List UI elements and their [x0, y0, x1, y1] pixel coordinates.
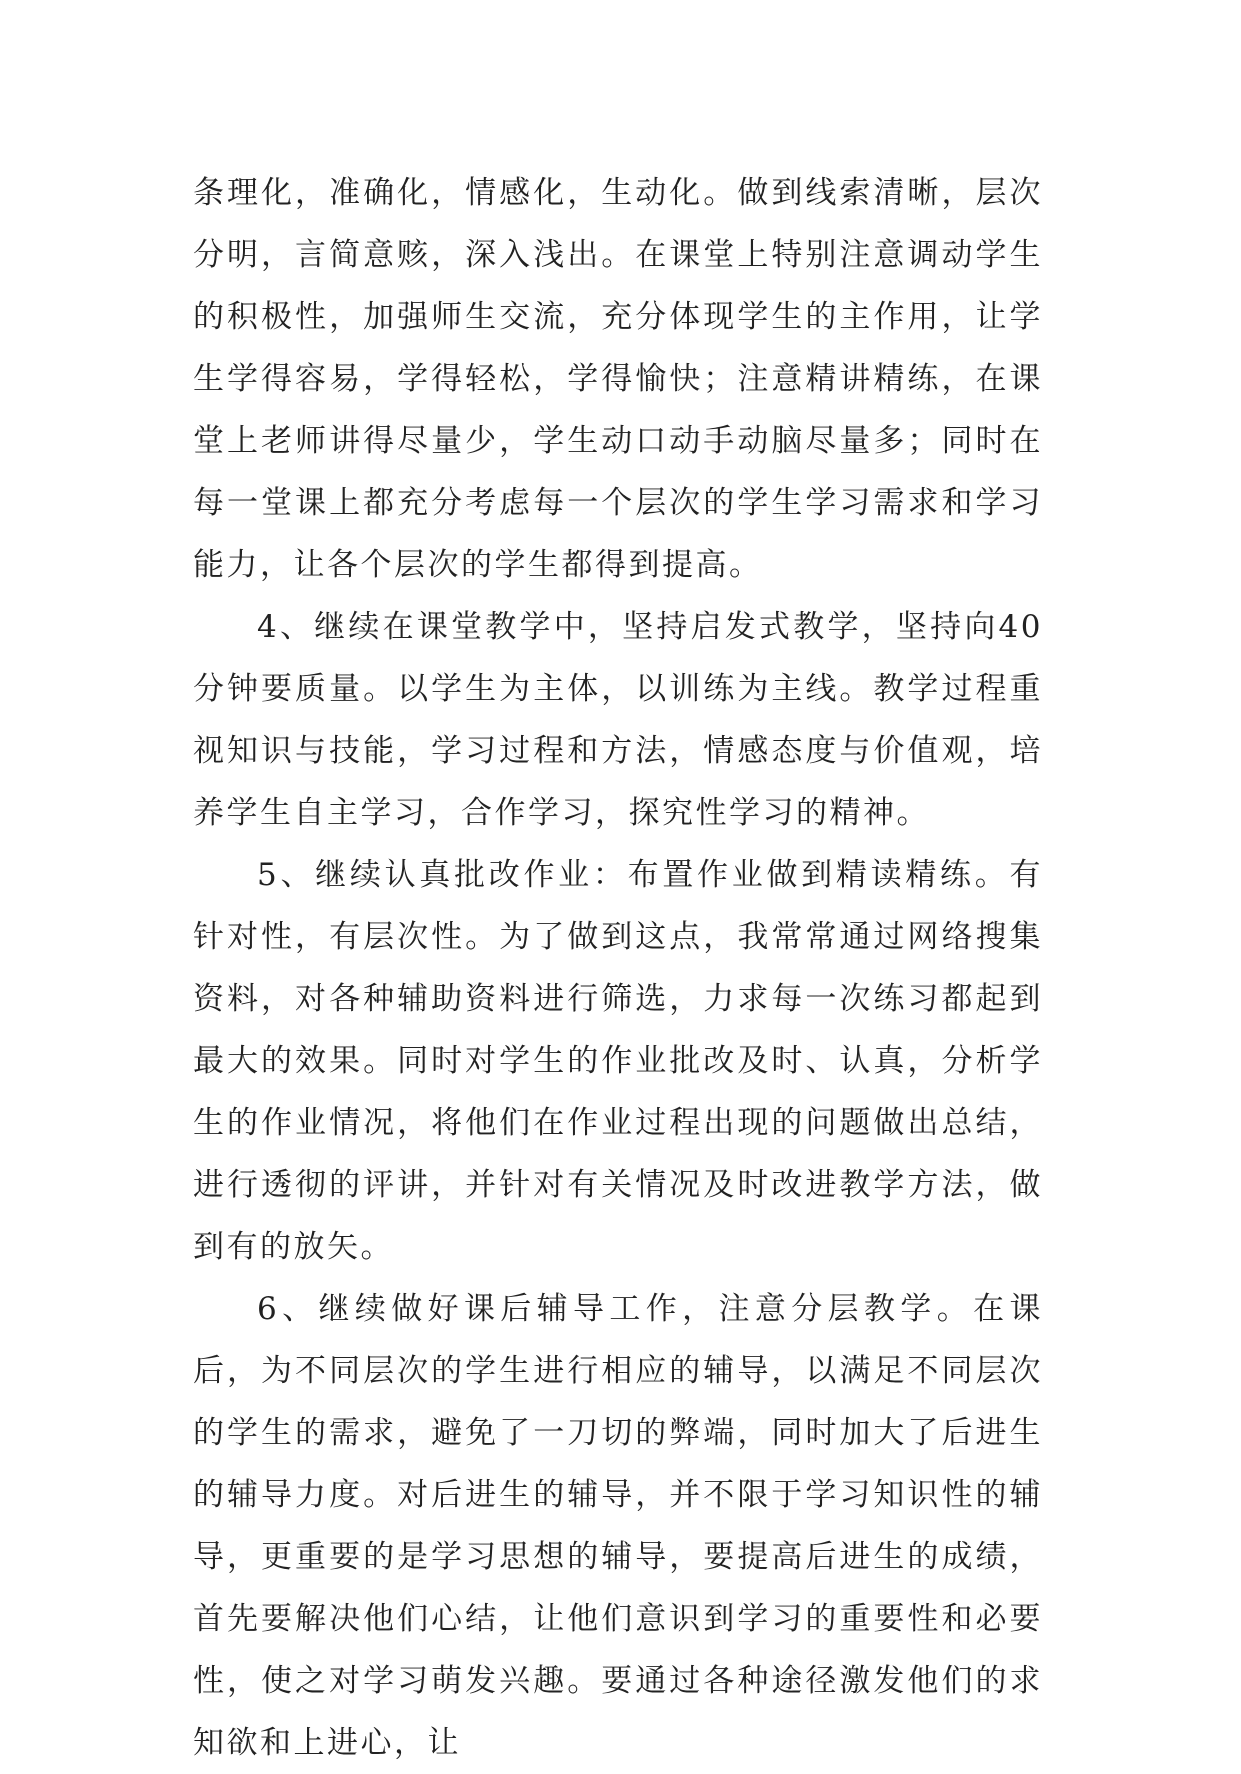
- paragraph-continuation: 条理化，准确化，情感化，生动化。做到线索清晰，层次分明，言简意赅，深入浅出。在课堂上特别注意调动学生的积极性，加强师生交流，充分体现学生的主作用，让学生学得容易，学得轻松，学得愉快；注意精讲精练，在课堂上老师讲得尽量少，学生动口动手动脑尽量多；同时在每一堂课上都充分考虑每一个层次的学生学习需求和学习能力，让各个层次的学生都得到提高。: [193, 175, 1043, 583]
- document-body: [193, 162, 1043, 1774]
- paragraph-item-4: 4、继续在课堂教学中，坚持启发式教学，坚持向40分钟要质量。以学生为主体，以训练为主线。教学过程重视知识与技能，学习过程和方法，情感态度与价值观，培养学生自主学习，合作学习，探究性学习的精神。: [193, 609, 1043, 831]
- paragraph-item-5: 5、继续认真批改作业：布置作业做到精读精练。有针对性，有层次性。为了做到这点，我常常通过网络搜集资料，对各种辅助资料进行筛选，力求每一次练习都起到最大的效果。同时对学生的作业批改及时、认真，分析学生的作业情况，将他们在作业过程出现的问题做出总结，进行透彻的评讲，并针对有关情况及时改进教学方法，做到有的放矢。: [193, 857, 1043, 1265]
- paragraph-item-6: 6、继续做好课后辅导工作，注意分层教学。在课后，为不同层次的学生进行相应的辅导，以满足不同层次的学生的需求，避免了一刀切的弊端，同时加大了后进生的辅导力度。对后进生的辅导，并不限于学习知识性的辅导，更重要的是学习思想的辅导，要提高后进生的成绩，首先要解决他们心结，让他们意识到学习的重要性和必要性，使之对学习萌发兴趣。要通过各种途径激发他们的求知欲和上进心，让: [193, 1291, 1043, 1761]
